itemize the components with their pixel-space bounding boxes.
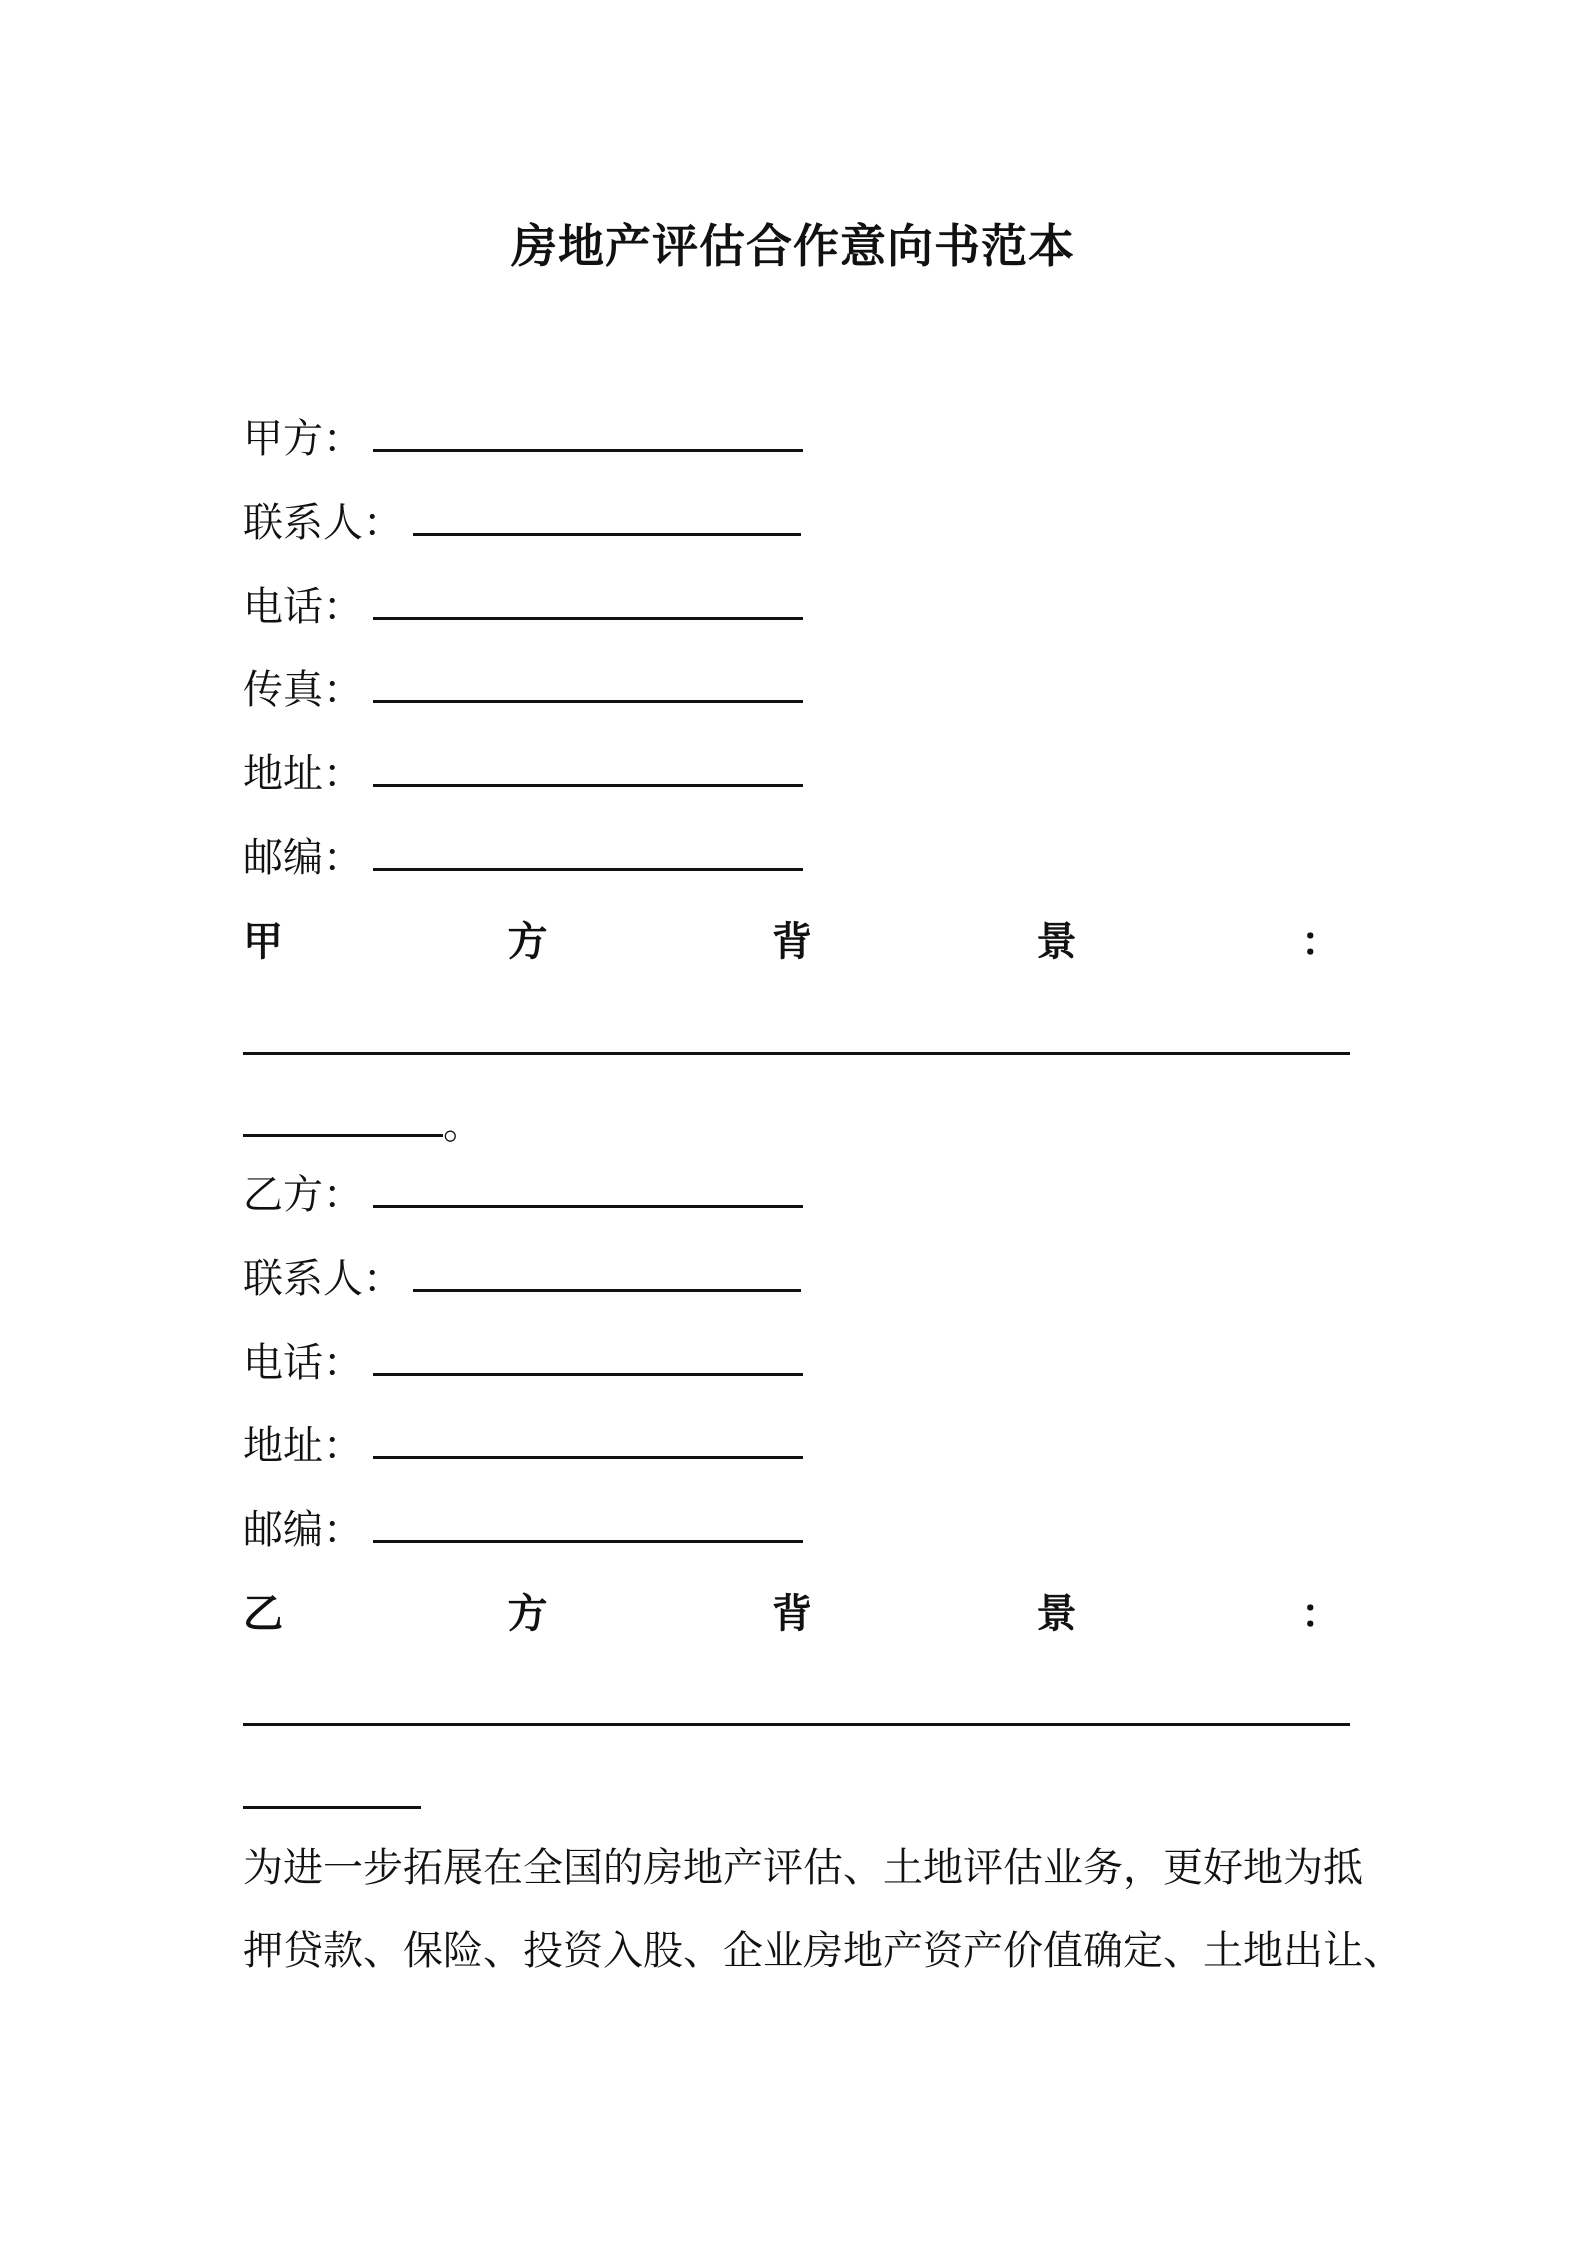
party-a-background-blank-line-2 (243, 1134, 443, 1137)
party-a-background-heading (243, 917, 1341, 967)
party-b-background-blank-line-2 (243, 1806, 421, 1809)
heading-char: 方 (507, 1591, 548, 1637)
field-label: 地址： (243, 751, 363, 797)
heading-char: 方 (507, 919, 548, 965)
blank-line (373, 1506, 803, 1543)
party-b-background-blank-line-1 (243, 1723, 1350, 1726)
heading-char: 景 (1036, 1591, 1077, 1637)
party-a-name-field (243, 414, 803, 464)
field-label: 邮编： (243, 1507, 363, 1553)
heading-char: 景 (1036, 919, 1077, 965)
heading-char: ： (1301, 1591, 1341, 1637)
party-b-address-field (243, 1421, 803, 1471)
blank-line (373, 750, 803, 787)
field-label: 联系人： (243, 1256, 403, 1302)
field-label: 传真： (243, 667, 363, 713)
heading-char: 背 (772, 1591, 812, 1637)
party-a-contact-field (243, 498, 801, 548)
party-a-phone-field (243, 582, 803, 632)
field-label: 地址： (243, 1423, 363, 1469)
blank-line (413, 1255, 801, 1292)
field-label: 乙方： (243, 1172, 363, 1218)
blank-line (413, 499, 801, 536)
blank-line (373, 834, 803, 871)
blank-line (373, 1171, 803, 1208)
heading-char: 背 (772, 919, 812, 965)
body-paragraph-line: 为进一步拓展在全国的房地产评估、土地评估业务，更好地为抵 (243, 1845, 1363, 1891)
party-b-background-heading (243, 1589, 1341, 1639)
blank-line (373, 1422, 803, 1459)
blank-line (373, 583, 803, 620)
heading-char: 甲 (243, 919, 283, 965)
party-a-postcode-field (243, 833, 803, 883)
heading-char: ： (1301, 919, 1341, 965)
party-b-name-field (243, 1170, 803, 1220)
body-paragraph-line: 押贷款、保险、投资入股、企业房地产资产价值确定、土地出让、 (243, 1928, 1403, 1974)
party-b-phone-field (243, 1338, 803, 1388)
party-a-fax-field (243, 665, 803, 715)
party-a-background-end-mark: 。 (443, 1102, 483, 1148)
heading-char: 乙 (243, 1591, 283, 1637)
blank-line (373, 666, 803, 703)
field-label: 电话： (243, 584, 363, 630)
party-b-postcode-field (243, 1505, 803, 1555)
party-a-background-blank-line-1 (243, 1052, 1350, 1055)
document-title: 房地产评估合作意向书范本 (511, 219, 1075, 273)
blank-line (373, 1339, 803, 1376)
blank-line (373, 415, 803, 452)
field-label: 联系人： (243, 500, 403, 546)
party-a-address-field (243, 749, 803, 799)
party-b-contact-field (243, 1254, 801, 1304)
field-label: 邮编： (243, 835, 363, 881)
field-label: 甲方： (243, 416, 363, 462)
field-label: 电话： (243, 1340, 363, 1386)
